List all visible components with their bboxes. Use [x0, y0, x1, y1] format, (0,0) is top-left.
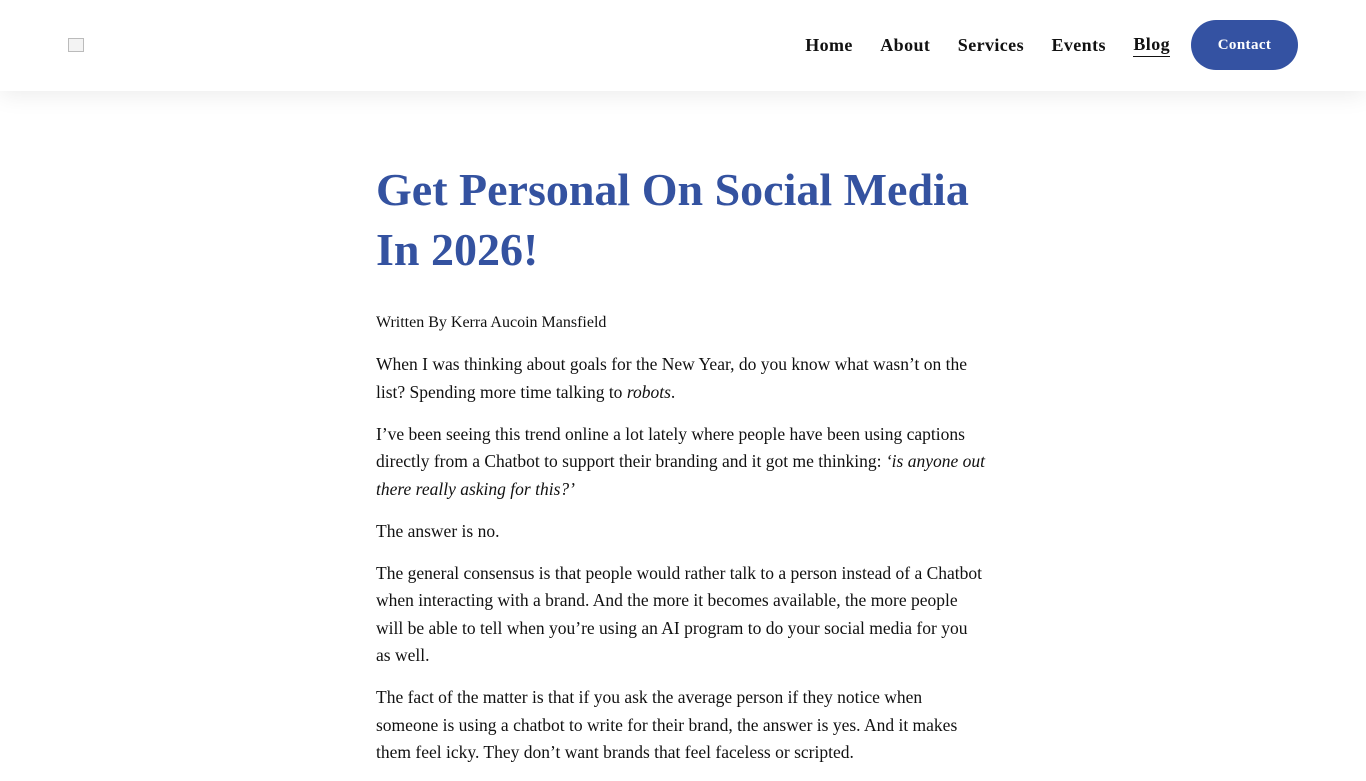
paragraph: The fact of the matter is that if you ask the average person if they notice when someone is using a chatbot to write for their brand, the answer is yes. And it makes them feel icky. They don’t want brands that feel faceless or scripted.	[376, 687, 958, 762]
post-title: Get Personal On Social Media In 2026!	[376, 164, 969, 275]
nav-home[interactable]: Home	[805, 34, 853, 55]
post-author: Written By Kerra Aucoin Mansfield	[376, 314, 607, 331]
site-header	[0, 0, 1366, 91]
text: .	[670, 381, 676, 402]
nav-events[interactable]: Events	[1051, 34, 1106, 55]
main-nav	[778, 20, 1298, 70]
nav-services[interactable]: Services	[957, 34, 1024, 55]
emphasis: robots	[626, 381, 671, 402]
emphasis: ‘is anyone out there really asking for this?’	[376, 451, 985, 499]
blog-post	[376, 160, 986, 781]
nav-about[interactable]: About	[880, 34, 931, 55]
contact-button[interactable]: Contact	[1191, 20, 1298, 70]
nav-blog[interactable]: Blog	[1133, 34, 1170, 57]
text: I’ve been seeing this trend online a lot lately where people have been using captions directly from a Chatbot to support their branding and it got me thinking:	[376, 423, 965, 471]
logo-image[interactable]	[68, 38, 84, 52]
paragraph: The general consensus is that people would rather talk to a person instead of a Chatbot when interacting with a brand. And the more it becomes available, the more people will be able to tell when you’re using an AI program to do your social media for you as well.	[376, 562, 983, 665]
paragraph	[376, 351, 986, 406]
text: When I was thinking about goals for the New Year, do you know what wasn’t on the list? Spending more time talking to	[376, 354, 967, 402]
paragraph	[376, 421, 986, 504]
paragraph: The answer is no.	[376, 520, 500, 541]
